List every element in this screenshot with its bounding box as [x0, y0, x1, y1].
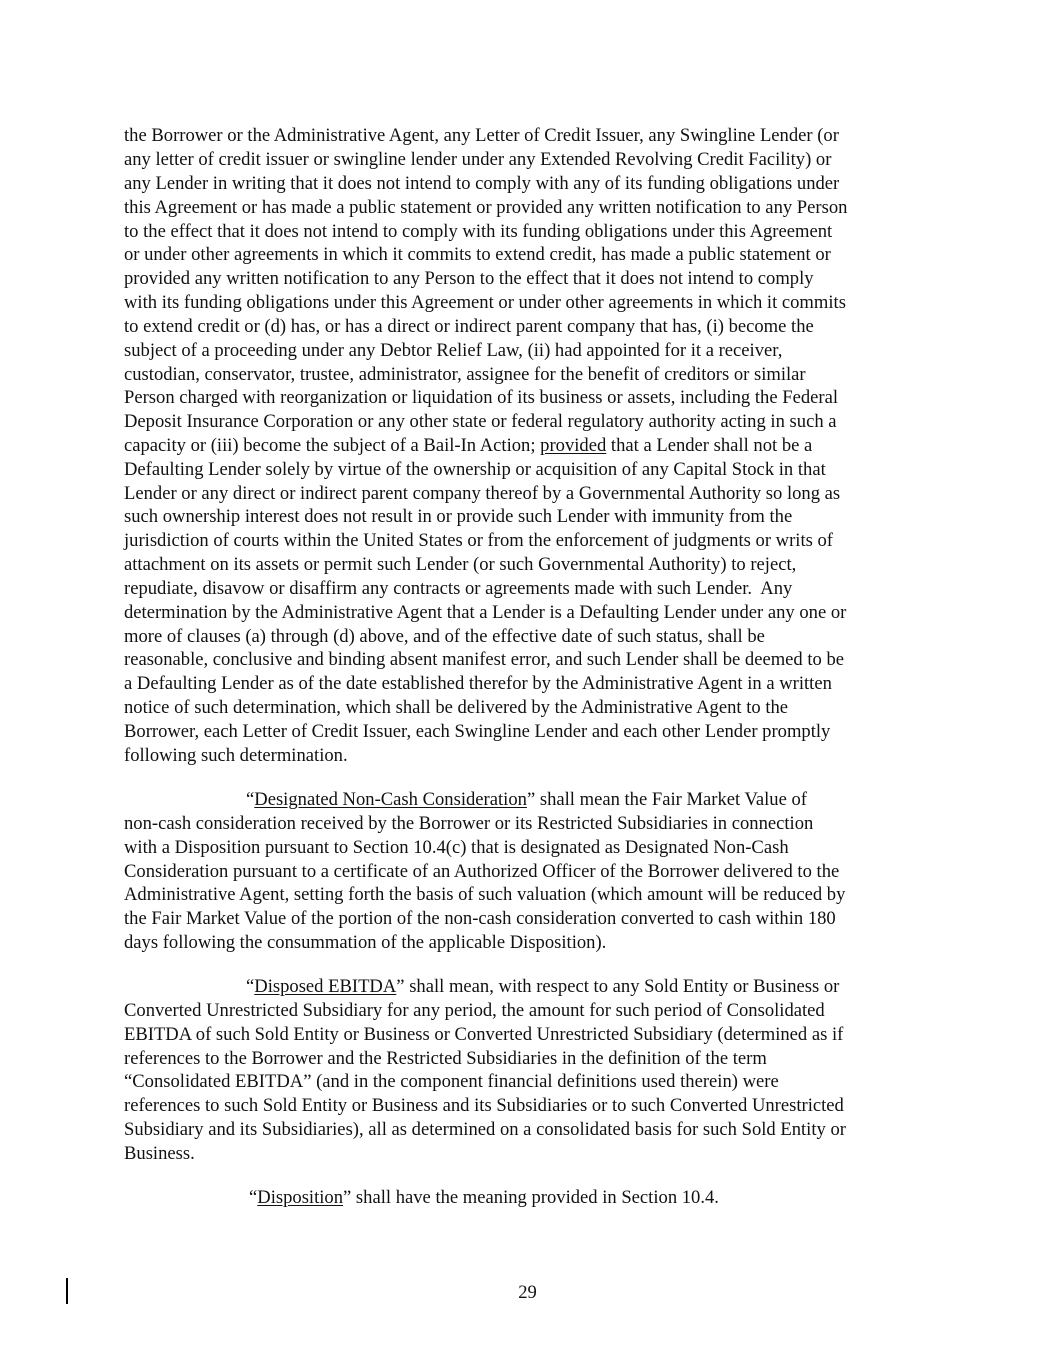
open-quote: “ [249, 1187, 258, 1208]
open-quote: “ [246, 976, 255, 997]
text-line: Consideration pursuant to a certificate of an Authorized Officer of the Borrower delivered to the [124, 861, 840, 882]
text-line: “Consolidated EBITDA” (and in the component financial definitions used therein) were [124, 1071, 779, 1092]
text-line: references to the Borrower and the Restricted Subsidiaries in the definition of the term [124, 1048, 767, 1069]
text-line: Business. [124, 1143, 195, 1164]
text-line: Deposit Insurance Corporation or any other state or federal regulatory authority acting in such a [124, 411, 837, 432]
text-line: Administrative Agent, setting forth the basis of such valuation (which amount will be reduced by [124, 884, 846, 905]
text-line: notice of such determination, which shall be delivered by the Administrative Agent to the [124, 697, 789, 718]
text-segment: ” shall mean the Fair Market Value of [526, 789, 807, 810]
text-line: to extend credit or (d) has, or has a direct or indirect parent company that has, (i) become the [124, 316, 814, 337]
text-line: any Lender in writing that it does not intend to comply with any of its funding obligations under [124, 173, 840, 194]
text-line: more of clauses (a) through (d) above, and of the effective date of such status, shall be [124, 626, 765, 647]
text-line: custodian, conservator, trustee, administrator, assignee for the benefit of creditors or similar [124, 364, 806, 385]
text-line: non-cash consideration received by the Borrower or its Restricted Subsidiaries in connection [124, 813, 814, 834]
text-line: subject of a proceeding under any Debtor Relief Law, (ii) had appointed for it a receiver, [124, 340, 783, 361]
open-quote: “ [246, 789, 255, 810]
text-line: the Fair Market Value of the portion of the non-cash consideration converted to cash within 180 [124, 908, 836, 929]
text-line: this Agreement or has made a public statement or provided any written notification to any Person [124, 197, 848, 218]
text-segment: capacity or (iii) become the subject of a Bail-In Action; [124, 435, 541, 456]
definition-first-line [246, 789, 807, 811]
text-line: such ownership interest does not result in or provide such Lender with immunity from the [124, 506, 793, 527]
defined-term: Disposed EBITDA [254, 976, 397, 997]
text-line: Defaulting Lender solely by virtue of the ownership or acquisition of any Capital Stock in that [124, 459, 826, 480]
text-line: repudiate, disavow or disaffirm any contracts or agreements made with such Lender. Any [124, 578, 793, 599]
text-segment: ” shall have the meaning provided in Section 10.4. [343, 1187, 719, 1208]
text-line: or under other agreements in which it commits to extend credit, has made a public statement or [124, 244, 831, 265]
text-line: reasonable, conclusive and binding absent manifest error, and such Lender shall be deemed to be [124, 649, 845, 670]
text-line [124, 435, 812, 457]
text-line: provided any written notification to any Person to the effect that it does not intend to comply [124, 268, 814, 289]
text-line: determination by the Administrative Agent that a Lender is a Defaulting Lender under any one or [124, 602, 847, 623]
text-line: attachment on its assets or permit such Lender (or such Governmental Authority) to reject, [124, 554, 797, 575]
text-line: Lender or any direct or indirect parent company thereof by a Governmental Authority so long as [124, 483, 841, 504]
text-line: with a Disposition pursuant to Section 10.4(c) that is designated as Designated Non-Cash [124, 837, 789, 858]
text-line: references to such Sold Entity or Business and its Subsidiaries or to such Converted Unrestricted [124, 1095, 844, 1116]
defined-term: Designated Non-Cash Consideration [254, 789, 527, 810]
page-number: 29 [518, 1282, 537, 1303]
text-line: with its funding obligations under this Agreement or under other agreements in which it commits [124, 292, 846, 313]
defined-term: Disposition [257, 1187, 344, 1208]
text-line: days following the consummation of the applicable Disposition). [124, 932, 607, 953]
text-line: Subsidiary and its Subsidiaries), all as determined on a consolidated basis for such Sold Entity or [124, 1119, 846, 1140]
text-line: jurisdiction of courts within the United States or from the enforcement of judgments or writs of [124, 530, 833, 551]
text-segment: that a Lender shall not be a [606, 435, 813, 456]
text-line: Borrower, each Letter of Credit Issuer, each Swingline Lender and each other Lender promptly [124, 721, 831, 742]
text-line: the Borrower or the Administrative Agent, any Letter of Credit Issuer, any Swingline Lender (or [124, 125, 839, 146]
definition-first-line [246, 976, 839, 998]
text-line: a Defaulting Lender as of the date established therefor by the Administrative Agent in a written [124, 673, 832, 694]
text-line: EBITDA of such Sold Entity or Business or Converted Unrestricted Subsidiary (determined as if [124, 1024, 844, 1045]
text-line: Person charged with reorganization or liquidation of its business or assets, including the Federal [124, 387, 838, 408]
definition-first-line [249, 1187, 719, 1209]
text-line: to the effect that it does not intend to comply with its funding obligations under this Agreement [124, 221, 833, 242]
provided-term: provided [540, 435, 607, 456]
text-line: following such determination. [124, 745, 348, 766]
text-line: Converted Unrestricted Subsidiary for any period, the amount for such period of Consolidated [124, 1000, 825, 1021]
text-segment: ” shall mean, with respect to any Sold Entity or Business or [396, 976, 840, 997]
text-line: any letter of credit issuer or swingline lender under any Extended Revolving Credit Facility) or [124, 149, 832, 170]
